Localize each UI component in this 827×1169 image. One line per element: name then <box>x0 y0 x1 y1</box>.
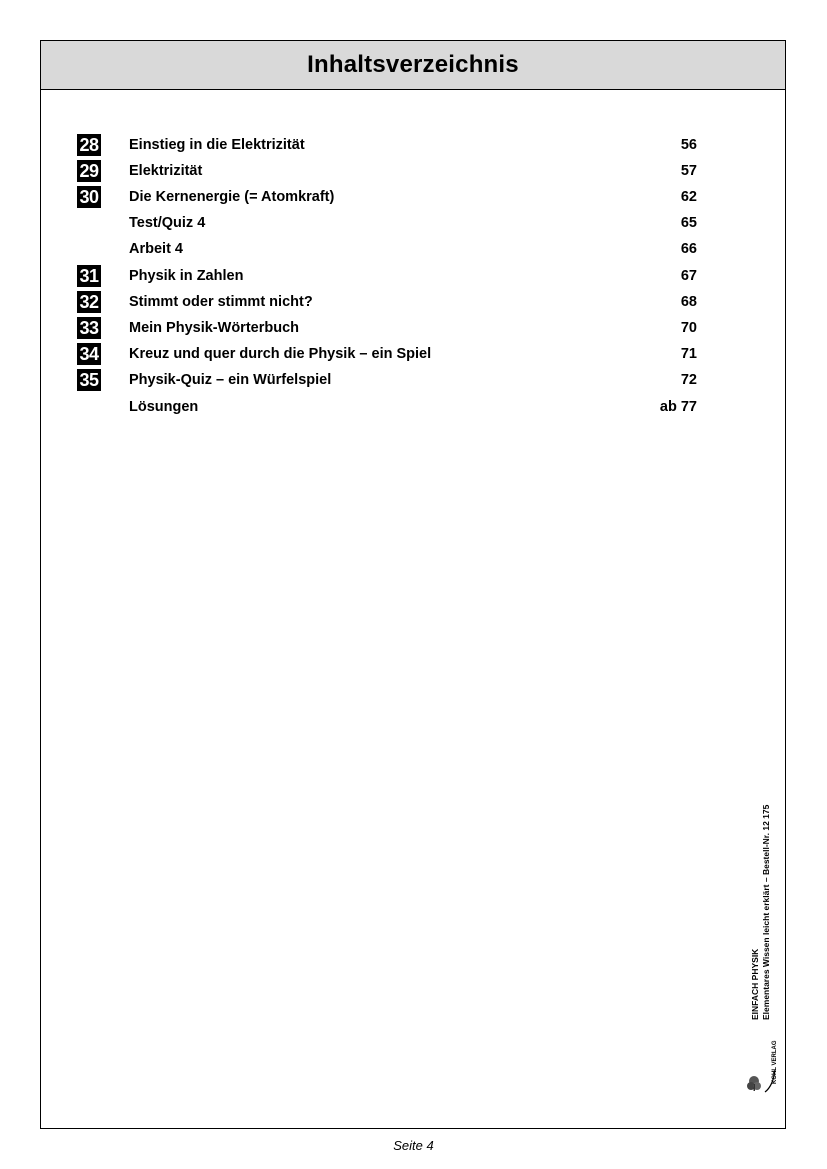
toc-entry-title: Mein Physik-Wörterbuch <box>129 320 299 336</box>
toc-row <box>77 341 697 367</box>
toc-row <box>77 367 697 393</box>
toc-row <box>77 315 697 341</box>
toc-entry-page: 72 <box>680 372 697 388</box>
table-of-contents <box>77 132 697 420</box>
toc-row <box>77 210 697 236</box>
toc-row <box>77 236 697 262</box>
toc-entry-title: Lösungen <box>129 399 199 415</box>
tree-icon <box>747 1070 775 1092</box>
toc-entry-page: 56 <box>680 137 697 153</box>
toc-entry-title: Arbeit 4 <box>129 241 183 257</box>
toc-row <box>77 158 697 184</box>
toc-entry-page: 66 <box>680 241 697 257</box>
toc-row <box>77 394 697 420</box>
toc-entry-page: ab 77 <box>659 399 697 415</box>
toc-entry-page: 67 <box>680 268 697 284</box>
chapter-number-placeholder <box>77 238 101 260</box>
toc-row <box>77 263 697 289</box>
toc-entry-title: Kreuz und quer durch die Physik – ein Spiel <box>129 346 432 362</box>
toc-entry-page: 70 <box>680 320 697 336</box>
publisher-name: KOHL VERLAG <box>772 1040 778 1084</box>
chapter-number-badge: 34 <box>77 343 101 365</box>
toc-entry-title: Physik in Zahlen <box>129 268 244 284</box>
toc-entry-title: Einstieg in die Elektrizität <box>129 137 305 153</box>
chapter-number-badge: 35 <box>77 369 101 391</box>
page-frame <box>40 40 786 1129</box>
chapter-number-badge: 32 <box>77 291 101 313</box>
toc-entry-title: Test/Quiz 4 <box>129 215 206 231</box>
publisher-info-text <box>750 805 772 1020</box>
publisher-logo <box>745 1022 781 1094</box>
toc-entry-page: 62 <box>680 189 697 205</box>
chapter-number-badge: 33 <box>77 317 101 339</box>
toc-entry-page: 57 <box>680 163 697 179</box>
toc-entry-title: Elektrizität <box>129 163 203 179</box>
toc-entry-page: 71 <box>680 346 697 362</box>
chapter-number-badge: 29 <box>77 160 101 182</box>
chapter-number-placeholder <box>77 396 101 418</box>
chapter-number-badge: 28 <box>77 134 101 156</box>
toc-entry-title: Stimmt oder stimmt nicht? <box>129 294 313 310</box>
toc-row <box>77 289 697 315</box>
toc-entry-page: 65 <box>680 215 697 231</box>
title-bar <box>41 41 785 90</box>
chapter-number-badge: 31 <box>77 265 101 287</box>
toc-entry-page: 68 <box>680 294 697 310</box>
page-title: Inhaltsverzeichnis <box>307 51 519 78</box>
toc-entry-title: Die Kernenergie (= Atomkraft) <box>129 189 335 205</box>
chapter-number-placeholder <box>77 212 101 234</box>
book-series-title: EINFACH PHYSIK <box>750 948 760 1020</box>
toc-row <box>77 132 697 158</box>
toc-row <box>77 184 697 210</box>
book-subtitle-order-number: Elementares Wissen leicht erklärt – Bestell-Nr. 12 175 <box>761 804 771 1020</box>
page-number-footer: Seite 4 <box>393 1138 434 1153</box>
chapter-number-badge: 30 <box>77 186 101 208</box>
toc-entry-title: Physik-Quiz – ein Würfelspiel <box>129 372 332 388</box>
